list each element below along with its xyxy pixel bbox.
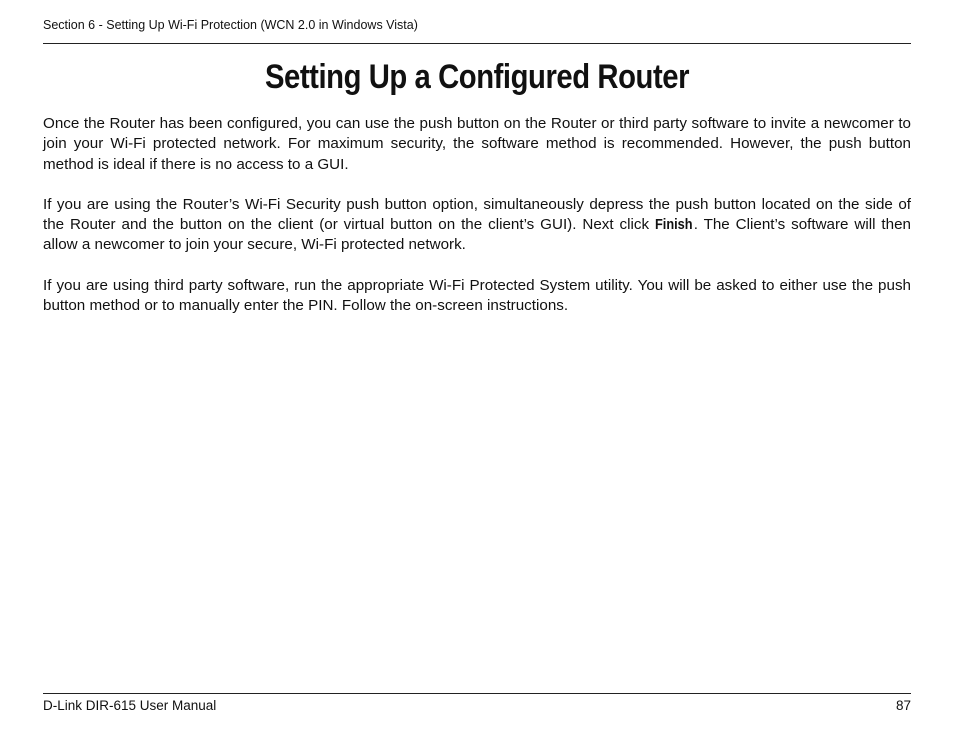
header-divider [43, 43, 911, 44]
finish-term: Finish [654, 216, 693, 234]
manual-name: D-Link DIR-615 User Manual [43, 698, 217, 713]
footer-divider [43, 693, 911, 694]
paragraph-third-party: If you are using third party software, run the appropriate Wi-Fi Protected System utility. You will be asked to either use the push button method or to manually enter the PIN. Follow the on-screen instructions. [43, 276, 911, 315]
paragraph-intro: Once the Router has been configured, you can use the push button on the Router or third party software to invite a newcomer to join your Wi-Fi protected network. For maximum security, the software method is recommended. However, the push button method is ideal if there is no access to a GUI. [43, 115, 911, 173]
page-title: Setting Up a Configured Router [264, 58, 690, 96]
paragraph-push-button-text-start: If you are using the Router’s Wi-Fi Security push button option, simultaneously depress the push button located on the side of the Router and the button on the client (or virtual button on the client’s GUI). Next click [43, 195, 911, 234]
paragraph-push-button-text-end: . The Client’s software will then allow a newcomer to join your secure, Wi-Fi protected network. [43, 216, 911, 254]
page-number: 87 [895, 698, 911, 713]
section-header: Section 6 - Setting Up Wi-Fi Protection (WCN 2.0 in Windows Vista) [43, 18, 418, 32]
paragraph-push-button [43, 195, 911, 256]
body-content [43, 114, 911, 336]
